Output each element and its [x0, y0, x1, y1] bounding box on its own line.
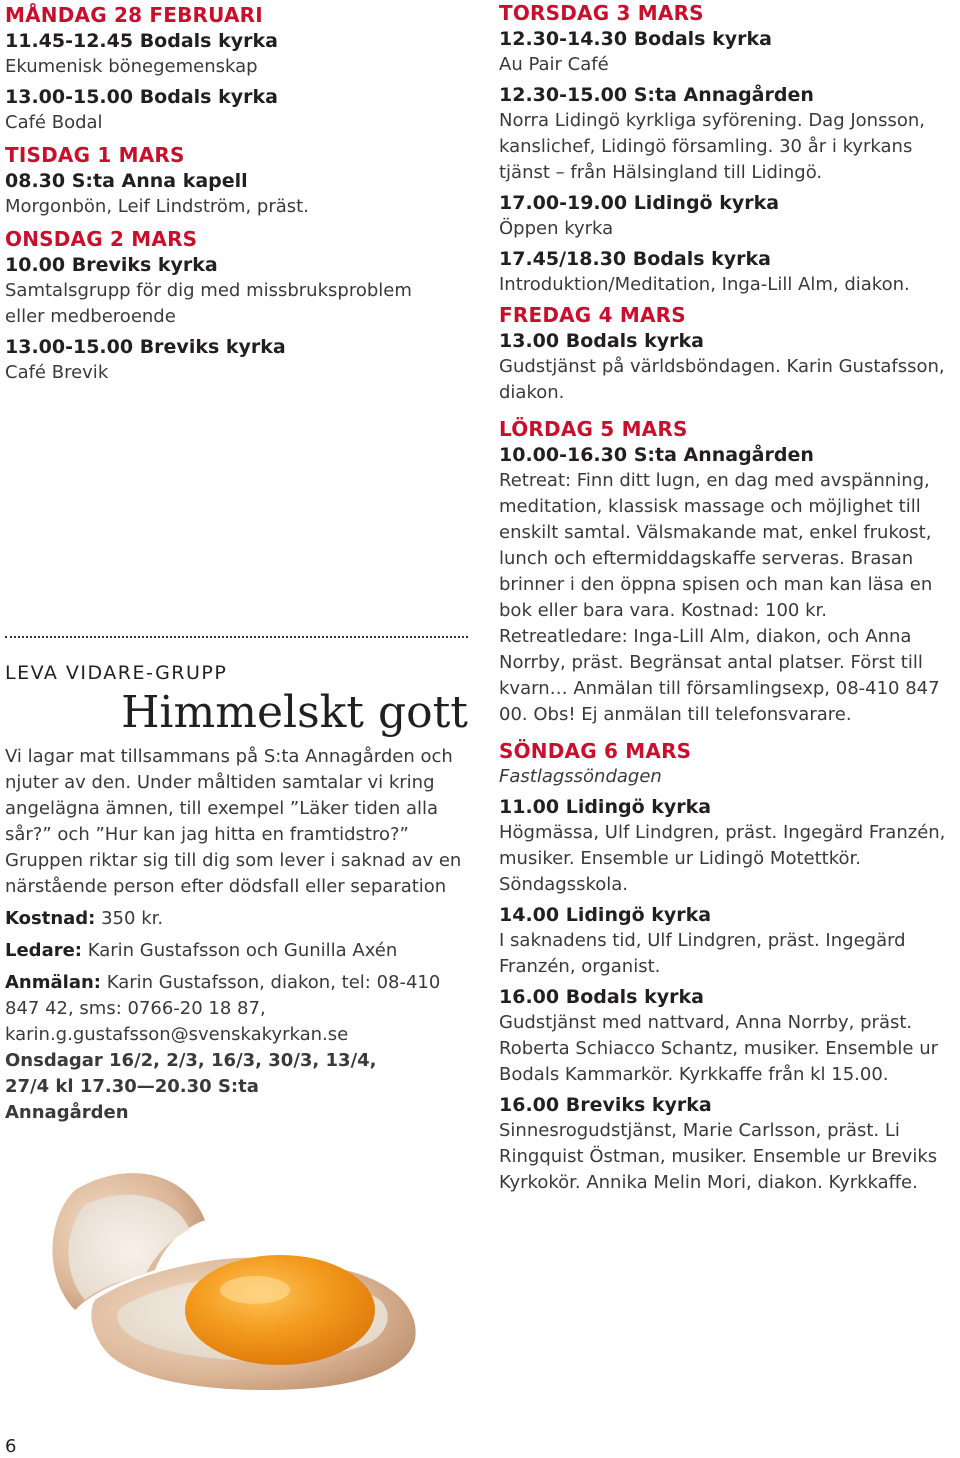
- group-title: Himmelskt gott: [121, 687, 468, 738]
- event-description: Retreat: Finn ditt lugn, en dag med avspänning, meditation, klassisk massage och möjlighet till enskilt samtal. Välsmakande mat, enkel frukost, lunch och eftermiddagskaffe serveras. Brasan brinner i den öppna spisen och man kan läsa en bok eller bara vara. Kostnad: 100 kr. Retreatledare: Inga-Lill Alm, diakon, och Anna Norrby, präst. Begränsat antal platser. Först till kvarn… Anmälan till församlingsexp, 08-410 847 00. Obs! Ej anmälan till telefonsvarare.: [499, 470, 940, 725]
- event-time: 13.00-15.00 Breviks kyrka: [5, 336, 286, 358]
- right-column: [499, 0, 960, 1200]
- event-time: 16.00 Breviks kyrka: [499, 1094, 712, 1116]
- dotted-divider: [5, 636, 468, 638]
- group-description: Vi lagar mat tillsammans på S:ta Annagården och njuter av den. Under måltiden samtalar vi kring angelägna ämnen, till exempel ”Läker tiden alla sår?” och ”Hur kan jag hitta en framtidstro?” Gruppen riktar sig till dig som lever i saknad av en närstående person efter dödsfall eller separation: [5, 746, 462, 897]
- event-time: 17.00-19.00 Lidingö kyrka: [499, 192, 780, 214]
- event-description: Café Bodal: [5, 112, 103, 133]
- day-heading: SÖNDAG 6 MARS: [499, 739, 692, 763]
- event-description: Högmässa, Ulf Lindgren, präst. Ingegärd Franzén, musiker. Ensemble ur Lidingö Motettkör. Söndagsskola.: [499, 822, 946, 895]
- event-time: 16.00 Bodals kyrka: [499, 986, 704, 1008]
- cost-value: 350 kr.: [101, 908, 164, 929]
- group-leader: [5, 938, 470, 964]
- event-time: 17.45/18.30 Bodals kyrka: [499, 248, 771, 270]
- group-cost: [5, 906, 470, 932]
- event-description: Ekumenisk bönegemenskap: [5, 56, 258, 77]
- event-description: Au Pair Café: [499, 54, 609, 75]
- event-description: Sinnesrogudstjänst, Marie Carlsson, präst. Li Ringquist Östman, musiker. Ensemble ur Breviks Kyrkokör. Annika Melin Mori, diakon. Kyrkkaffe.: [499, 1120, 938, 1193]
- day-heading: TORSDAG 3 MARS: [499, 1, 704, 25]
- day-heading: MÅNDAG 28 FEBRUARI: [5, 3, 263, 27]
- leader-value: Karin Gustafsson och Gunilla Axén: [87, 940, 398, 961]
- event-time: 08.30 S:ta Anna kapell: [5, 170, 248, 192]
- cost-label: Kostnad:: [5, 908, 96, 929]
- event-description: Gudstjänst med nattvard, Anna Norrby, präst. Roberta Schiacco Schantz, musiker. Ensemble ur Bodals Kammarkör. Kyrkkaffe från kl 15.00.: [499, 1012, 938, 1085]
- event-time: 14.00 Lidingö kyrka: [499, 904, 712, 926]
- signup-label: Anmälan:: [5, 972, 101, 993]
- day-heading: TISDAG 1 MARS: [5, 143, 185, 167]
- signup-value: Karin Gustafsson, diakon, tel: 08-410 847 42, sms: 0766-20 18 87, karin.g.gustafsson@svenskakyrkan.se: [5, 972, 441, 1045]
- group-label: LEVA VIDARE-GRUPP: [5, 662, 228, 684]
- group-signup: [5, 970, 470, 1048]
- day-heading: LÖRDAG 5 MARS: [499, 417, 688, 441]
- event-description: Café Brevik: [5, 362, 109, 383]
- event-description: Samtalsgrupp för dig med missbruksproblem eller medberoende: [5, 280, 412, 327]
- event-time: 12.30-14.30 Bodals kyrka: [499, 28, 772, 50]
- event-description: Introduktion/Meditation, Inga-Lill Alm, diakon.: [499, 274, 910, 295]
- event-description: Morgonbön, Leif Lindström, präst.: [5, 196, 309, 217]
- event-description: Gudstjänst på världsböndagen. Karin Gustafsson, diakon.: [499, 356, 945, 403]
- group-body: [5, 744, 470, 1126]
- event-time: 11.45-12.45 Bodals kyrka: [5, 30, 278, 52]
- group-dates: Onsdagar 16/2, 2/3, 16/3, 30/3, 13/4, 27/4 kl 17.30—20.30 S:ta Annagården: [5, 1050, 377, 1123]
- event-time: 11.00 Lidingö kyrka: [499, 796, 712, 818]
- event-time: 10.00-16.30 S:ta Annagården: [499, 444, 814, 466]
- event-time: 13.00 Bodals kyrka: [499, 330, 704, 352]
- leader-label: Ledare:: [5, 940, 82, 961]
- page-number: 6: [5, 1436, 17, 1457]
- event-time: 13.00-15.00 Bodals kyrka: [5, 86, 278, 108]
- event-time: 10.00 Breviks kyrka: [5, 254, 218, 276]
- egg-image: [15, 1150, 475, 1390]
- event-description: Öppen kyrka: [499, 218, 614, 239]
- day-heading: FREDAG 4 MARS: [499, 303, 686, 327]
- event-time: 12.30-15.00 S:ta Annagården: [499, 84, 814, 106]
- left-column: [5, 0, 470, 390]
- event-description: I saknadens tid, Ulf Lindgren, präst. Ingegärd Franzén, organist.: [499, 930, 906, 977]
- day-subtitle: Fastlagssöndagen: [499, 766, 662, 787]
- event-description: Norra Lidingö kyrkliga syförening. Dag Jonsson, kanslichef, Lidingö församling. 30 år i kyrkans tjänst – från Hälsingland till Lidingö.: [499, 110, 925, 183]
- day-heading: ONSDAG 2 MARS: [5, 227, 198, 251]
